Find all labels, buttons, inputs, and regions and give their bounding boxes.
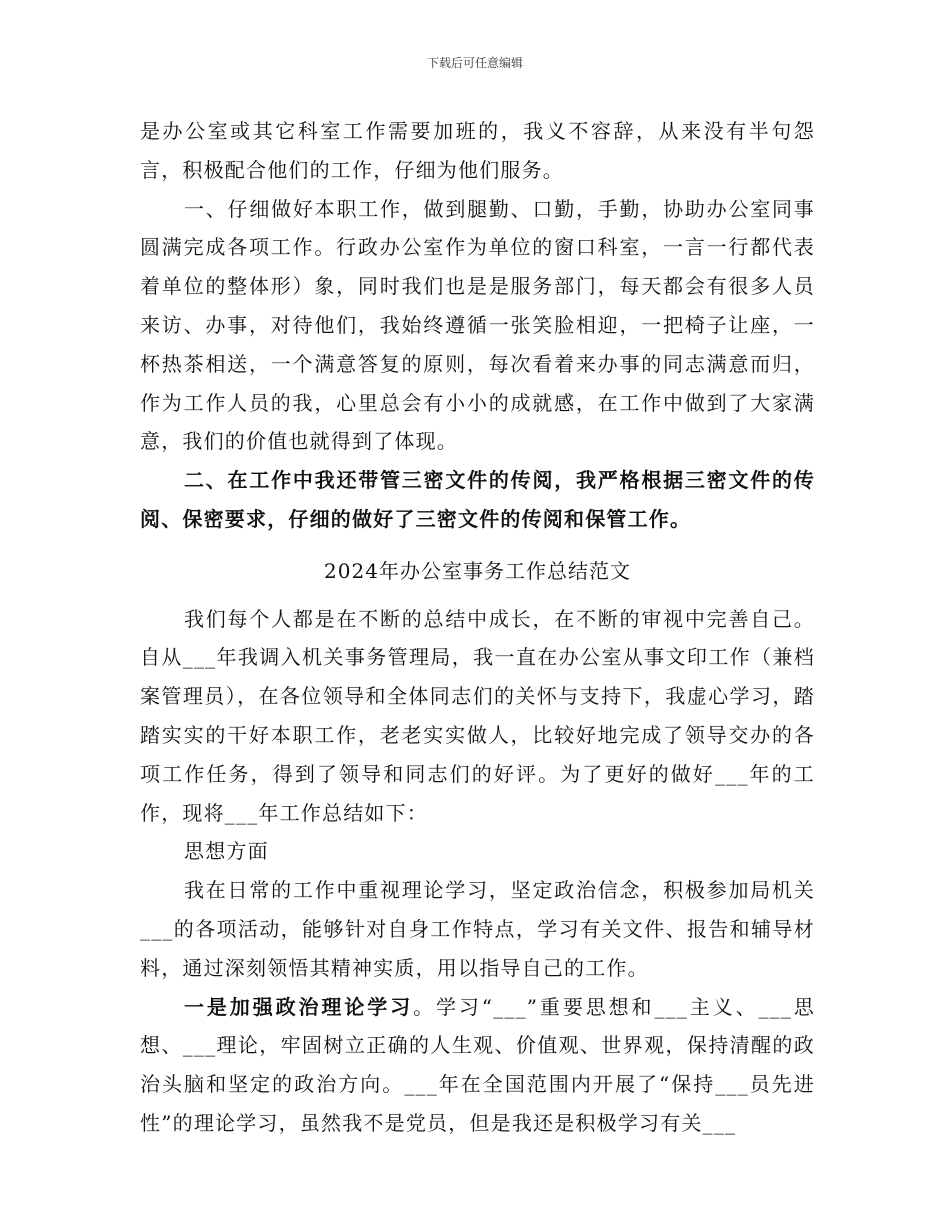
page-header: 下载后可任意编辑 (426, 56, 523, 70)
document-body (140, 112, 815, 1143)
section-title: 2024年办公室事务工作总结范文 (324, 558, 631, 583)
paragraph: 一、仔细做好本职工作，做到腿勤、口勤，手勤，协助办公室同事圆满完成各项工作。行政办公室作为单位的窗口科室，一言一行都代表着单位的整体形）象，同时我们也是是服务部门，每天都会有很多人员来访、办事，对待他们，我始终遵循一张笑脸相迎，一把椅子让座，一杯热茶相送，一个满意答复的原则，每次看着来办事的同志满意而归，作为工作人员的我，心里总会有小小的成就感，在工作中做到了大家满意，我们的价值也就得到了体现。 (140, 196, 815, 454)
paragraph: 我们每个人都是在不断的总结中成长，在不断的审视中完善自己。自从___年我调入机关事务管理局，我一直在办公室从事文印工作（兼档案管理员），在各位领导和全体同志们的关怀与支持下，我虚心学习，踏踏实实的干好本职工作，老老实实做人，比较好地完成了领导交办的各项工作任务，得到了领导和同志们的好评。为了更好的做好___年的工作，现将___年工作总结如下： (140, 606, 815, 825)
subheading: 思想方面 (184, 839, 269, 864)
bold-paragraph: 二、在工作中我还带管三密文件的传阅，我严格根据三密文件的传阅、保密要求，仔细的做好了三密文件的传阅和保管工作。 (140, 468, 815, 531)
bold-lead: 一是加强政治理论学习 (184, 994, 414, 1019)
paragraph (140, 988, 815, 1143)
paragraph-text: 。学习“___”重要思想和___主义、___思想、___理论，牢固树立正确的人生观、价值观、世界观，保持清醒的政治头脑和坚定的政治方向。___年在全国范围内开展了“保持___员先进性”的理论学习，虽然我不是党员，但是我还是积极学习有关___ (140, 994, 815, 1135)
paragraph: 我在日常的工作中重视理论学习，坚定政治信念，积极参加局机关___的各项活动，能够针对自身工作特点，学习有关文件、报告和辅导材料，通过深刻领悟其精神实质，用以指导自己的工作。 (140, 878, 815, 980)
paragraph: 是办公室或其它科室工作需要加班的，我义不容辞，从来没有半句怨言，积极配合他们的工作，仔细为他们服务。 (140, 119, 815, 182)
